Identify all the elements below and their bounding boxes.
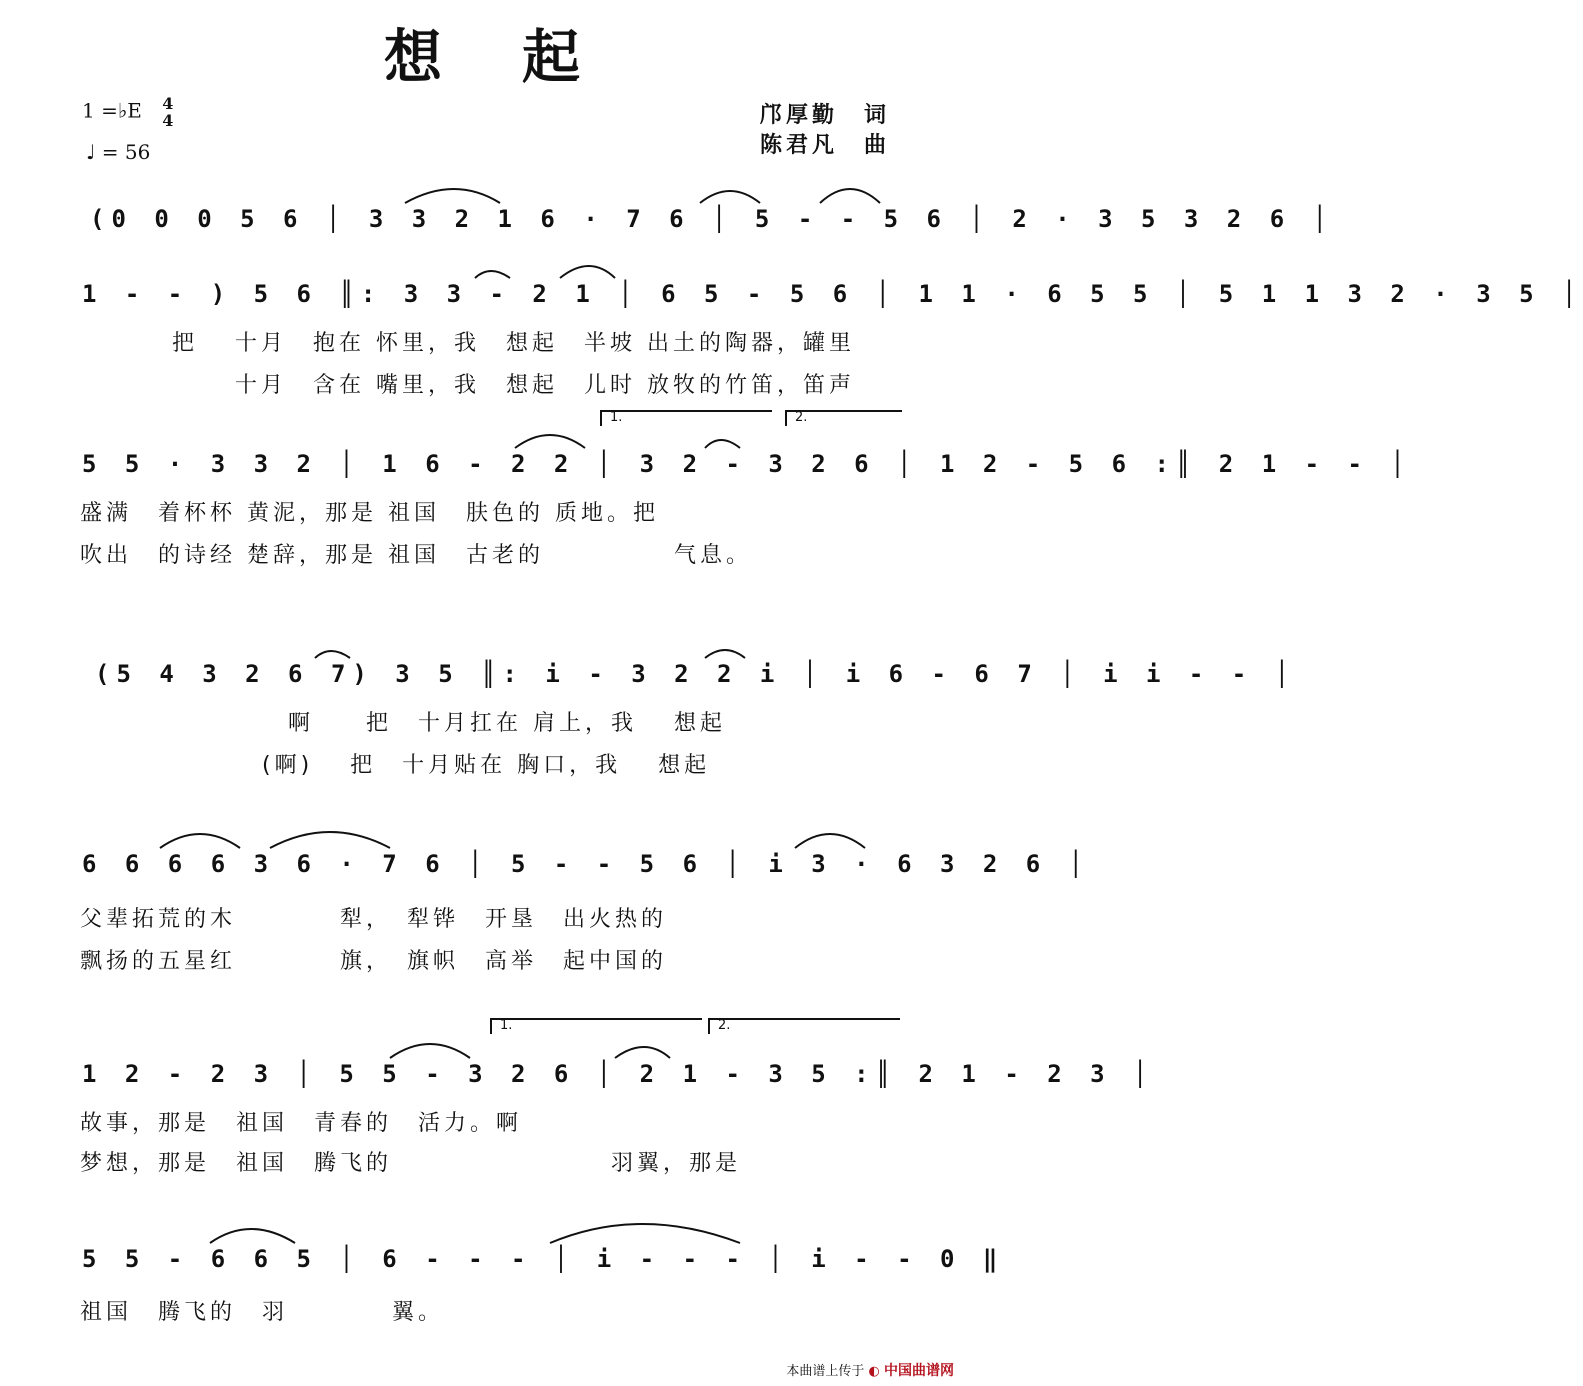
staff-row-5 <box>60 850 1091 974</box>
volta-label-3: 1. <box>500 1018 513 1033</box>
staff-row-7 <box>60 1245 1005 1325</box>
notes-row-2: 1 - - ) 5 6 ║: 3 3 - 2 1 │ 6 5 - 5 6 │ 1 1 · 6 5 5 │ 5 1 1 3 2 · 3 5 │ <box>82 280 1583 308</box>
lyrics-row-4-verse-1: 啊 把 十月扛在 肩上，我 想起 <box>80 711 726 736</box>
staff-row-2 <box>60 280 1583 398</box>
volta-label-2: 2. <box>795 410 808 425</box>
song-title: 想起 <box>383 23 660 91</box>
footer-site-name: 中国曲谱网 <box>884 1363 954 1379</box>
notes-row-1: (0 0 0 5 6 │ 3 3 2 1 6 · 7 6 │ 5 - - 5 6 │ 2 · 3 5 3 2 6 │ <box>90 205 1335 233</box>
lyrics-row-6-verse-2: 梦想，那是 祖国 腾飞的 羽翼，那是 <box>80 1151 741 1176</box>
notes-row-3: 5 5 · 3 3 2 │ 1 6 - 2 2 │ 3 2 - 3 2 6 │ 1 2 - 5 6 :║ 2 1 - - │ <box>82 450 1412 478</box>
key-signature <box>82 95 173 129</box>
notes-row-4: (5 4 3 2 6 7) 3 5 ║: i - 3 2 2 i │ i 6 - 6 7 │ i i - - │ <box>95 660 1297 688</box>
key-text: 1 =♭E <box>82 98 142 123</box>
volta-label-4: 2. <box>718 1018 731 1033</box>
composer-credit: 陈君凡 曲 <box>760 133 891 158</box>
lyrics-row-3-verse-2: 吹出 的诗经 楚辞，那是 祖国 古老的 气息。 <box>80 543 752 568</box>
footer-watermark <box>786 1360 954 1380</box>
volta-bracket-4 <box>708 1018 900 1034</box>
lyricist-credit: 邝厚勤 词 <box>760 103 891 128</box>
lyrics-row-2-verse-1: 把 十月 抱在 怀里，我 想起 半坡 出土的陶器，罐里 <box>172 331 855 356</box>
footer-upload-text: 本曲谱上传于 <box>786 1364 865 1379</box>
lyrics-row-2-verse-2: 十月 含在 嘴里，我 想起 儿时 放牧的竹笛，笛声 <box>172 373 855 398</box>
lyrics-row-6-verse-1: 故事，那是 祖国 青春的 活力。啊 <box>80 1111 523 1136</box>
staff-row-1 <box>60 205 1335 245</box>
site-logo-icon: ◐ <box>868 1364 880 1379</box>
lyrics-row-7-verse-1: 祖国 腾飞的 羽 翼。 <box>80 1300 445 1325</box>
staff-row-6 <box>60 1018 1155 1176</box>
volta-bracket-2 <box>785 410 902 426</box>
time-bottom: 4 <box>162 111 174 130</box>
tempo-mark: ♩ = 56 <box>86 140 151 164</box>
volta-label-1: 1. <box>610 410 623 425</box>
time-top: 4 <box>162 94 174 113</box>
lyrics-row-3-verse-1: 盛满 着杯杯 黄泥，那是 祖国 肤色的 质地。把 <box>80 501 659 526</box>
volta-bracket-3 <box>490 1018 702 1034</box>
notes-row-6: 1 2 - 2 3 │ 5 5 - 3 2 6 │ 2 1 - 3 5 :║ 2 1 - 2 3 │ <box>82 1060 1155 1088</box>
lyrics-row-5-verse-2: 飘扬的五星红 旗， 旗帜 高举 起中国的 <box>80 949 668 974</box>
notes-row-5: 6 6 6 6 3 6 · 7 6 │ 5 - - 5 6 │ i 3 · 6 3 2 6 │ <box>82 850 1091 878</box>
time-signature <box>162 95 173 129</box>
staff-row-4 <box>60 660 1297 778</box>
lyrics-row-5-verse-1: 父辈拓荒的木 犁， 犁铧 开垦 出火热的 <box>80 907 668 932</box>
staff-row-3 <box>60 410 1412 568</box>
volta-bracket-1 <box>600 410 772 426</box>
lyrics-row-4-verse-2: (啊) 把 十月贴在 胸口，我 想起 <box>80 753 711 778</box>
notes-row-7: 5 5 - 6 6 5 │ 6 - - - │ i - - - │ i - - 0 ‖ <box>82 1245 1005 1273</box>
